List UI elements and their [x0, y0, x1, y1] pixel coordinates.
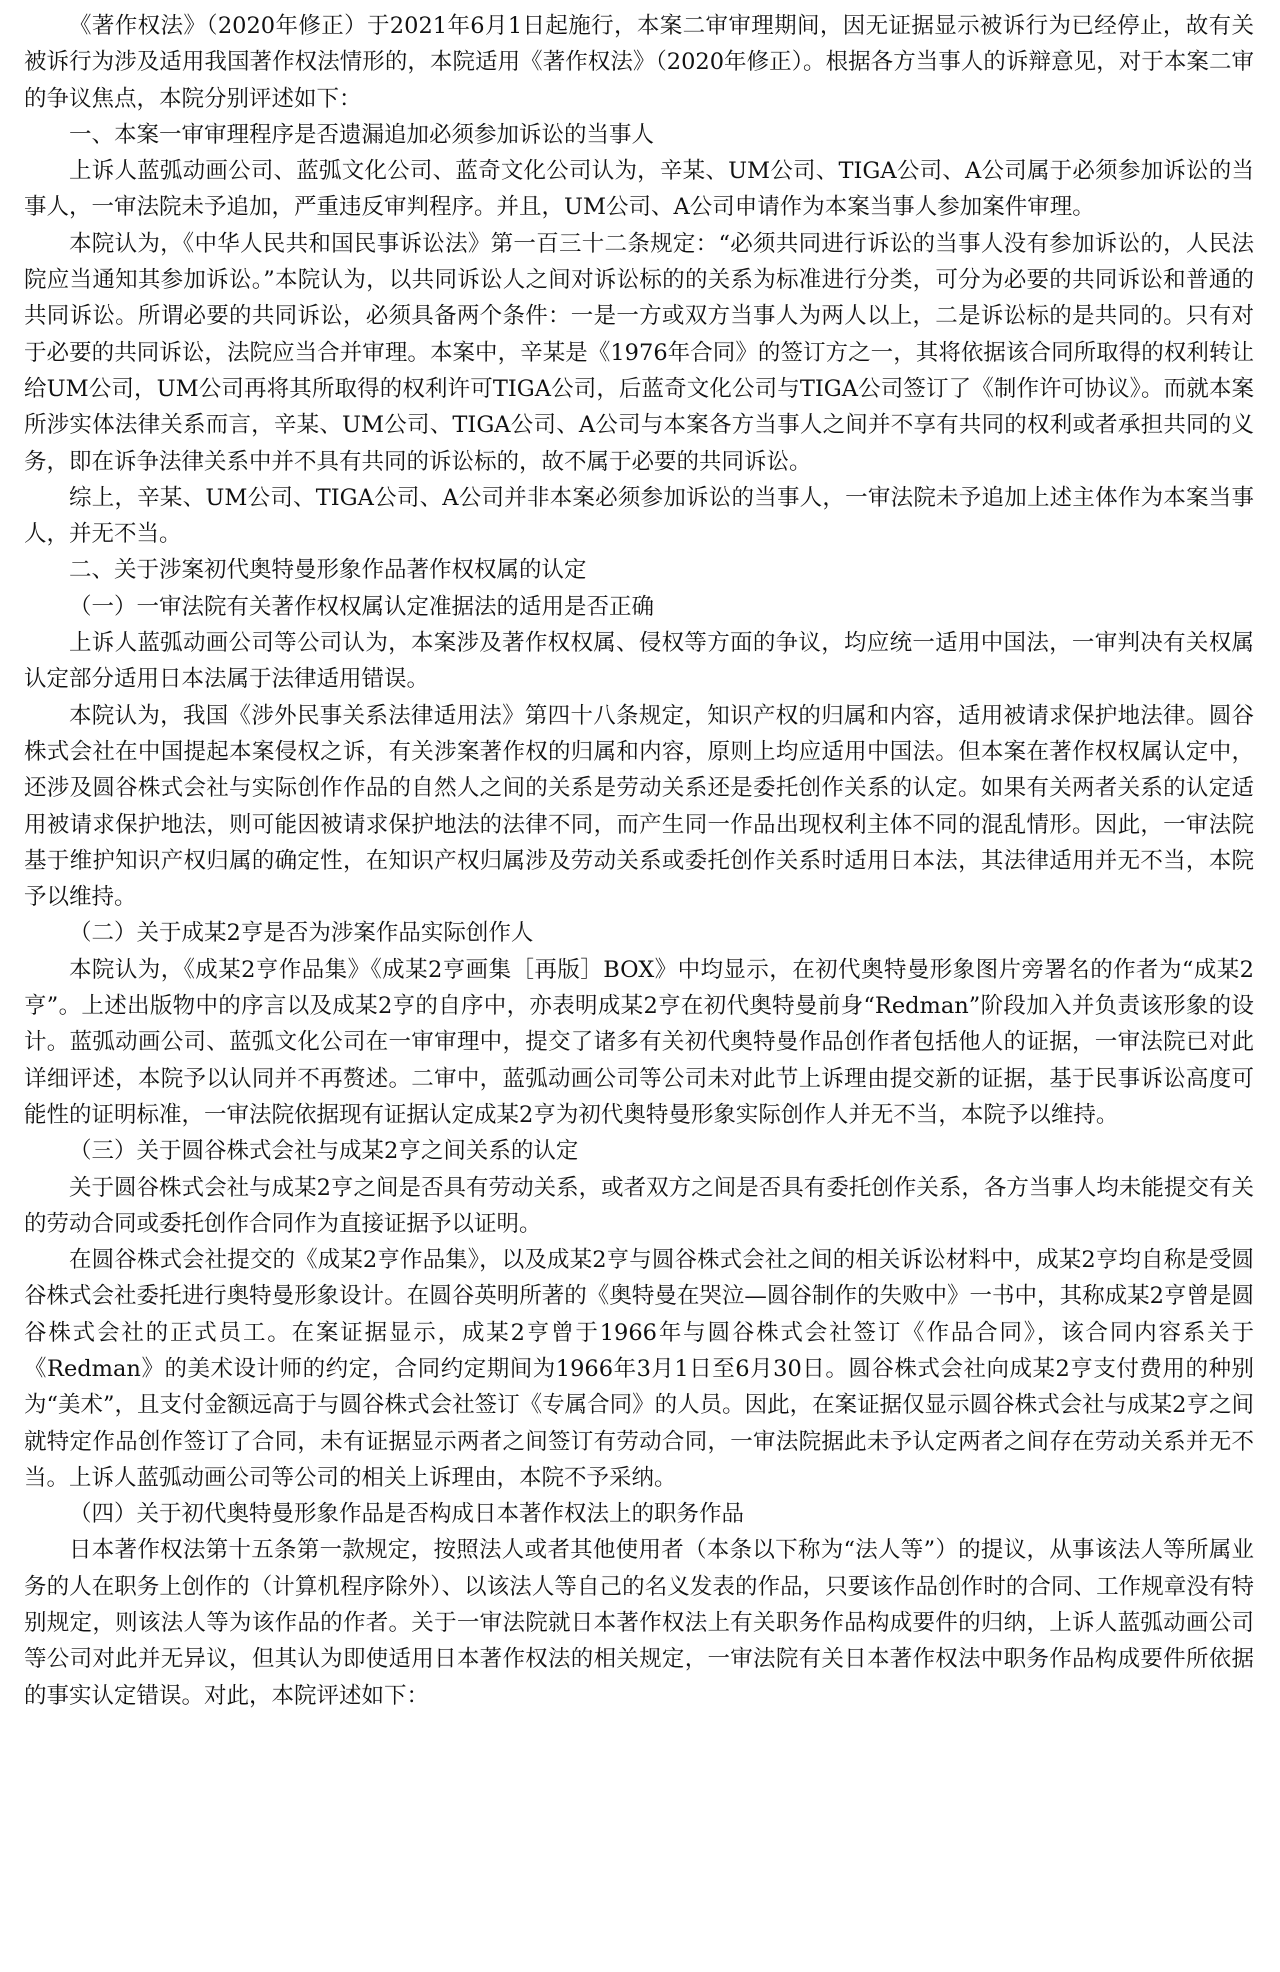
paragraph-relationship-evidence: 关于圆谷株式会社与成某2亨之间是否具有劳动关系，或者双方之间是否具有委托创作关系，各方当事人均未能提交有关的劳动合同或委托创作合同作为直接证据予以证明。 — [24, 1174, 1254, 1237]
heading-section-1: 一、本案一审审理程序是否遗漏追加必须参加诉讼的当事人 — [69, 121, 655, 148]
paragraph-intro: 《著作权法》（2020年修正）于2021年6月1日起施行，本案二审审理期间，因无证据显示被诉行为已经停止，故有关被诉行为涉及适用我国著作权法情形的，本院适用《著作权法》（2020年修正）。根据各方当事人的诉辩意见，对于本案二审的争议焦点，本院分别评述如下： — [24, 13, 1254, 112]
paragraph-conclusion-joinder: 综上，辛某、UM公司、TIGA公司、A公司并非本案必须参加诉讼的当事人，一审法院未予追加上述主体作为本案当事人，并无不当。 — [24, 484, 1254, 548]
paragraph-appellant-claim-law: 上诉人蓝弧动画公司等公司认为，本案涉及著作权权属、侵权等方面的争议，均应统一适用中国法，一审判决有关权属认定部分适用日本法属于法律适用错误。 — [24, 630, 1254, 693]
paragraph-japan-copyright-law: 日本著作权法第十五条第一款规定，按照法人或者其他使用者（本条以下称为“法人等”）的提议，从事该法人等所属业务的人在职务上创作的（计算机程序除外）、以该法人等自己的名义发表的作品，只要该作品创作时的合同、工作规章没有特别规定，则该法人等为该作品的作者。关于一审法院就日本著作权法上有关职务作品构成要件的归纳，上诉人蓝弧动画公司等公司对此并无异议，但其认为即使适用日本著作权法的相关规定，一审法院有关日本著作权法中职务作品构成要件所依据的事实认定错误。对此，本院评述如下： — [24, 1537, 1254, 1709]
judgment-text — [24, 8, 1254, 1714]
paragraph-court-opinion-law: 本院认为，我国《涉外民事关系法律适用法》第四十八条规定，知识产权的归属和内容，适用被请求保护地法律。圆谷株式会社在中国提起本案侵权之诉，有关涉案著作权的归属和内容，原则上均应适用中国法。但本案在著作权权属认定中，还涉及圆谷株式会社与实际创作作品的自然人之间的关系是劳动关系还是委托创作关系的认定。如果有关两者关系的认定适用被请求保护地法，则可能因被请求保护地法的法律不同，而产生同一作品出现权利主体不同的混乱情形。因此，一审法院基于维护知识产权归属的确定性，在知识产权归属涉及劳动关系或委托创作关系时适用日本法，其法律适用并无不当，本院予以维持。 — [24, 702, 1254, 911]
subheading-2-3: （三）关于圆谷株式会社与成某2亨之间关系的认定 — [69, 1138, 579, 1165]
subheading-2-2: （二）关于成某2亨是否为涉案作品实际创作人 — [69, 920, 534, 947]
heading-section-2: 二、关于涉案初代奥特曼形象作品著作权权属的认定 — [69, 557, 587, 584]
subheading-2-4: （四）关于初代奥特曼形象作品是否构成日本著作权法上的职务作品 — [69, 1501, 745, 1528]
subheading-2-1: （一）一审法院有关著作权权属认定准据法的适用是否正确 — [69, 593, 655, 620]
paragraph-court-opinion-joinder: 本院认为，《中华人民共和国民事诉讼法》第一百三十二条规定：“必须共同进行诉讼的当事人没有参加诉讼的，人民法院应当通知其参加诉讼。”本院认为，以共同诉讼人之间对诉讼标的的关系为标准进行分类，可分为必要的共同诉讼和普通的共同诉讼。所谓必要的共同诉讼，必须具备两个条件：一是一方或双方当事人为两人以上，二是诉讼标的是共同的。只有对于必要的共同诉讼，法院应当合并审理。本案中，辛某是《1976年合同》的签订方之一，其将依据该合同所取得的权利转让给UM公司，UM公司再将其所取得的权利许可TIGA公司，后蓝奇文化公司与TIGA公司签订了《制作许可协议》。而就本案所涉实体法律关系而言，辛某、UM公司、TIGA公司、A公司与本案各方当事人之间并不享有共同的权利或者承担共同的义务，即在诉争法律关系中并不具有共同的诉讼标的，故不属于必要的共同诉讼。 — [24, 230, 1254, 475]
paragraph-court-opinion-creator: 本院认为，《成某2亨作品集》《成某2亨画集［再版］BOX》中均显示，在初代奥特曼形象图片旁署名的作者为“成某2亨”。上述出版物中的序言以及成某2亨的自序中，亦表明成某2亨在初代奥特曼前身“Redman”阶段加入并负责该形象的设计。蓝弧动画公司、蓝弧文化公司在一审审理中，提交了诸多有关初代奥特曼作品创作者包括他人的证据，一审法院已对此详细评述，本院予以认同并不再赘述。二审中，蓝弧动画公司等公司未对此节上诉理由提交新的证据，基于民事诉讼高度可能性的证明标准，一审法院依据现有证据认定成某2亨为初代奥特曼形象实际创作人并无不当，本院予以维持。 — [24, 956, 1254, 1128]
paragraph-appellant-claim-parties: 上诉人蓝弧动画公司、蓝弧文化公司、蓝奇文化公司认为，辛某、UM公司、TIGA公司、A公司属于必须参加诉讼的当事人，一审法院未予追加，严重违反审判程序。并且，UM公司、A公司申请作为本案当事人参加案件审理。 — [24, 158, 1254, 221]
paragraph-relationship-analysis: 在圆谷株式会社提交的《成某2亨作品集》，以及成某2亨与圆谷株式会社之间的相关诉讼材料中，成某2亨均自称是受圆谷株式会社委托进行奥特曼形象设计。在圆谷英明所著的《奥特曼在哭泣—圆谷制作的失败中》一书中，其称成某2亨曾是圆谷株式会社的正式员工。在案证据显示，成某2亨曾于1966年与圆谷株式会社签订《作品合同》，该合同内容系关于《Redman》的美术设计师的约定，合同约定期间为1966年3月1日至6月30日。圆谷株式会社向成某2亨支付费用的种别为“美术”，且支付金额远高于与圆谷株式会社签订《专属合同》的人员。因此，在案证据仅显示圆谷株式会社与成某2亨之间就特定作品创作签订了合同，未有证据显示两者之间签订有劳动合同，一审法院据此未予认定两者之间存在劳动关系并无不当。上诉人蓝弧动画公司等公司的相关上诉理由，本院不予采纳。 — [24, 1247, 1254, 1491]
